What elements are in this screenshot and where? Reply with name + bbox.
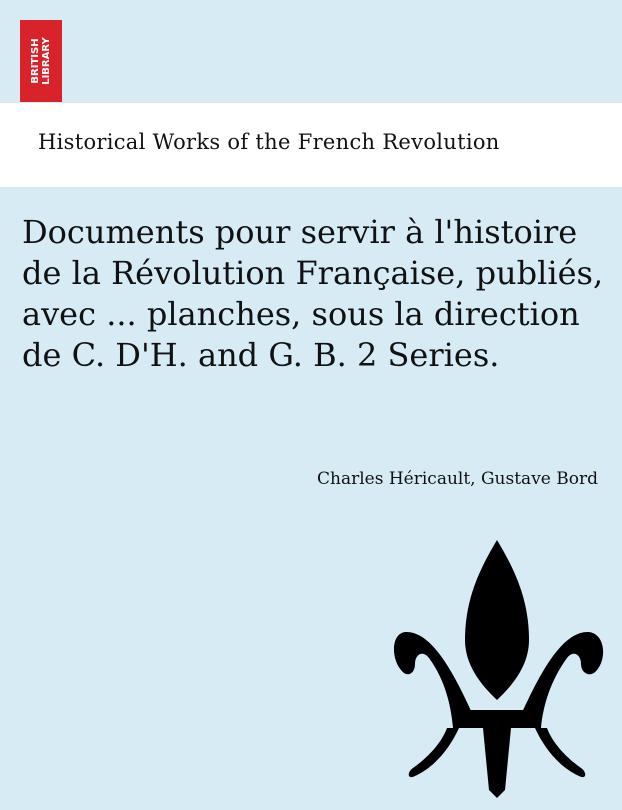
book-title: Documents pour servir à l'histoire de la Révolution Française, publiés, avec ... planches, sous la direction de C. D'H. and G. B. 2 Series. xyxy=(22,213,604,374)
british-library-logo xyxy=(20,20,62,102)
logo-text: BRITISH LIBRARY xyxy=(30,37,52,85)
series-title: Historical Works of the French Revolution xyxy=(38,130,500,154)
book-authors: Charles Héricault, Gustave Bord xyxy=(317,469,598,489)
fleur-de-lis-icon xyxy=(393,540,611,798)
